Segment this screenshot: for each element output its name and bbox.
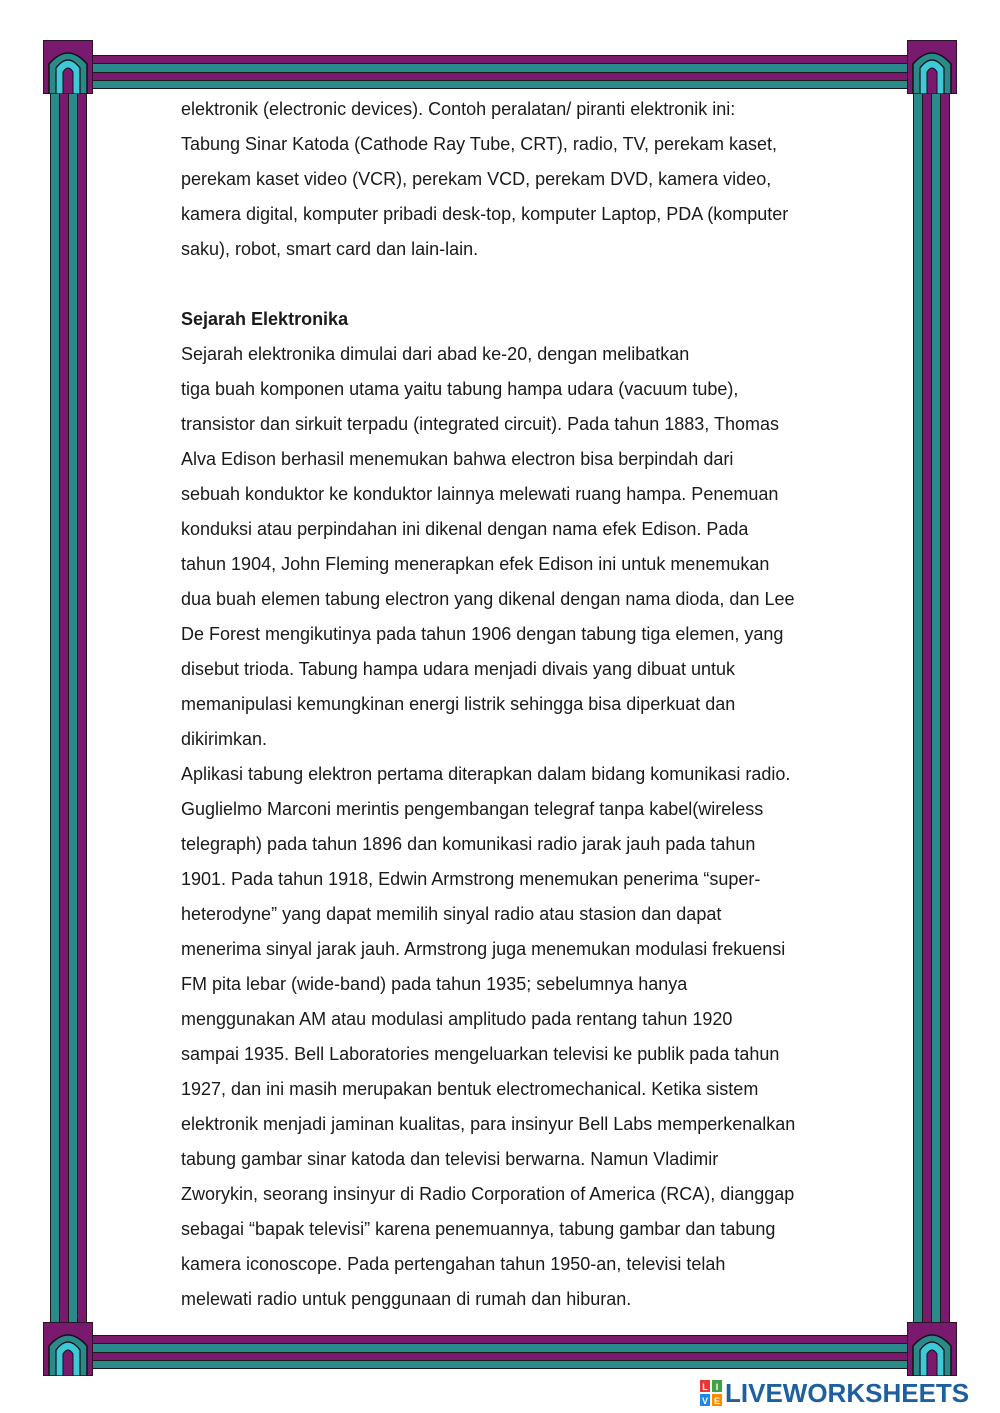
body-line: sebuah konduktor ke konduktor lainnya melewati ruang hampa. Penemuan (181, 484, 779, 504)
body-line: tahun 1904, John Fleming menerapkan efek Edison ini untuk menemukan (181, 554, 770, 574)
watermark-text: LIVEWORKSHEETS (725, 1377, 970, 1408)
bottom-left-corner-ornament (43, 1322, 93, 1376)
svg-text:L: L (702, 1382, 708, 1392)
liveworksheets-logo-icon (700, 1380, 722, 1406)
left-border (50, 70, 87, 1360)
liveworksheets-watermark[interactable] (700, 1376, 969, 1410)
body-line: Sejarah elektronika dimulai dari abad ke-20, dengan melibatkan (181, 344, 690, 364)
body-line: memanipulasi kemungkinan energi listrik sehingga bisa diperkuat dan (181, 694, 736, 714)
intro-line: Tabung Sinar Katoda (Cathode Ray Tube, CRT), radio, TV, perekam kaset, (181, 134, 777, 154)
svg-text:E: E (713, 1396, 721, 1406)
body-line: melewati radio untuk penggunaan di rumah dan hiburan. (181, 1289, 632, 1309)
intro-line: perekam kaset video (VCR), perekam VCD, perekam DVD, kamera video, (181, 169, 772, 189)
intro-line: kamera digital, komputer pribadi desk-top, komputer Laptop, PDA (komputer (181, 204, 789, 224)
body-line: Zworykin, seorang insinyur di Radio Corporation of America (RCA), dianggap (181, 1184, 795, 1204)
bottom-right-corner-ornament (907, 1322, 957, 1376)
intro-line: elektronik (electronic devices). Contoh peralatan/ piranti elektronik ini: (181, 99, 736, 119)
bottom-border (70, 1335, 930, 1369)
body-line: dua buah elemen tabung electron yang dikenal dengan nama dioda, dan Lee (181, 589, 795, 609)
intro-line: saku), robot, smart card dan lain-lain. (181, 239, 479, 259)
svg-text:V: V (701, 1396, 709, 1406)
body-line: menggunakan AM atau modulasi amplitudo pada rentang tahun 1920 (181, 1009, 733, 1029)
top-right-corner-ornament (907, 40, 957, 94)
body-line: FM pita lebar (wide-band) pada tahun 1935; sebelumnya hanya (181, 974, 688, 994)
body-line: 1927, dan ini masih merupakan bentuk electromechanical. Ketika sistem (181, 1079, 759, 1099)
body-line: transistor dan sirkuit terpadu (integrated circuit). Pada tahun 1883, Thomas (181, 414, 779, 434)
body-line: kamera iconoscope. Pada pertengahan tahun 1950-an, televisi telah (181, 1254, 726, 1274)
body-line: heterodyne” yang dapat memilih sinyal radio atau stasion dan dapat (181, 904, 722, 924)
body-line: De Forest mengikutinya pada tahun 1906 dengan tabung tiga elemen, yang (181, 624, 784, 644)
right-border (913, 70, 950, 1360)
document-body (181, 92, 881, 1317)
svg-text:I: I (715, 1382, 719, 1392)
body-line: konduksi atau perpindahan ini dikenal dengan nama efek Edison. Pada (181, 519, 749, 539)
body-line: Aplikasi tabung elektron pertama diterapkan dalam bidang komunikasi radio. (181, 764, 791, 784)
section-heading: Sejarah Elektronika (181, 309, 349, 329)
body-line: tiga buah komponen utama yaitu tabung hampa udara (vacuum tube), (181, 379, 739, 399)
body-line: Guglielmo Marconi merintis pengembangan telegraf tanpa kabel(wireless (181, 799, 764, 819)
spacer (181, 267, 881, 302)
top-border (70, 55, 930, 89)
body-line: telegraph) pada tahun 1896 dan komunikasi radio jarak jauh pada tahun (181, 834, 756, 854)
body-line: sampai 1935. Bell Laboratories mengeluarkan televisi ke publik pada tahun (181, 1044, 780, 1064)
body-line: elektronik menjadi jaminan kualitas, para insinyur Bell Labs memperkenalkan (181, 1114, 796, 1134)
top-left-corner-ornament (43, 40, 93, 94)
body-line: tabung gambar sinar katoda dan televisi berwarna. Namun Vladimir (181, 1149, 719, 1169)
body-line: 1901. Pada tahun 1918, Edwin Armstrong menemukan penerima “super- (181, 869, 761, 889)
body-line: Alva Edison berhasil menemukan bahwa electron bisa berpindah dari (181, 449, 734, 469)
body-line: dikirimkan. (181, 729, 268, 749)
body-line: sebagai “bapak televisi” karena penemuannya, tabung gambar dan tabung (181, 1219, 776, 1239)
body-line: disebut trioda. Tabung hampa udara menjadi divais yang dibuat untuk (181, 659, 736, 679)
body-line: menerima sinyal jarak jauh. Armstrong juga menemukan modulasi frekuensi (181, 939, 786, 959)
